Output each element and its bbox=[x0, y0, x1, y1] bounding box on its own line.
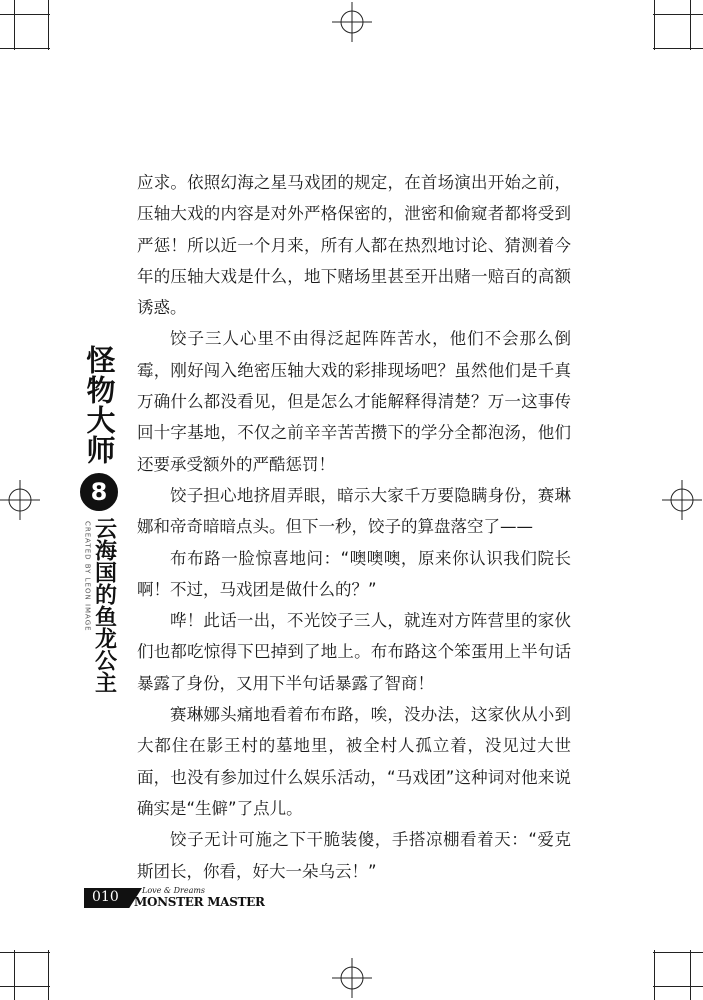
body-text bbox=[137, 167, 571, 887]
credit-line: CREATED BY LEON IMAGE bbox=[83, 521, 92, 632]
footer-tagline: Love & Dreams bbox=[142, 886, 206, 895]
crop-mark bbox=[654, 950, 655, 1000]
crop-mark bbox=[690, 0, 691, 50]
footer-brand: MONSTER MASTER bbox=[134, 895, 265, 909]
paragraph: 哗！此话一出，不光饺子三人，就连对方阵营里的家伙们也都吃惊得下巴掉到了地上。布布路这个笨蛋用上半句话暴露了身份，又用下半句话暴露了智商！ bbox=[137, 611, 571, 693]
page-footer bbox=[84, 886, 265, 910]
crop-mark bbox=[653, 48, 703, 49]
crop-mark bbox=[653, 986, 703, 987]
registration-mark-left bbox=[0, 480, 40, 520]
crop-mark bbox=[48, 0, 49, 50]
paragraph: 饺子无计可施之下干脆装傻，手搭凉棚看着天：“爱克斯团长，你看，好大一朵乌云！” bbox=[137, 830, 571, 881]
paragraph: 赛琳娜头痛地看着布布路，唉，没办法，这家伙从小到大都住在影王村的墓地里，被全村人孤立着，没见过大世面，也没有参加过什么娱乐活动，“马戏团”这种词对他来说确实是“生僻”了点儿。 bbox=[137, 705, 571, 818]
crop-mark bbox=[654, 0, 655, 50]
crop-mark bbox=[690, 950, 691, 1000]
registration-mark-bottom bbox=[332, 958, 372, 998]
crop-mark bbox=[653, 952, 703, 953]
crop-mark bbox=[14, 950, 15, 1000]
paragraph: 布布路一脸惊喜地问：“噢噢噢，原来你认识我们院长啊！不过，马戏团是做什么的？” bbox=[137, 548, 571, 599]
registration-mark-right bbox=[662, 480, 702, 520]
volume-badge: 8 bbox=[80, 473, 118, 511]
crop-mark bbox=[653, 14, 703, 15]
registration-mark-top bbox=[332, 2, 372, 42]
paragraph: 饺子担心地挤眉弄眼，暗示大家千万要隐瞒身份，赛琳娜和帝奇暗暗点头。但下一秒，饺子的算盘落空了—— bbox=[137, 485, 571, 537]
crop-mark bbox=[0, 14, 50, 15]
page-number: 010 bbox=[92, 889, 119, 905]
paragraph: 饺子三人心里不由得泛起阵阵苦水，他们不会那么倒霉，刚好闯入绝密压轴大戏的彩排现场吧？虽然他们是千真万确什么都没看见，但是怎么才能解释得清楚？万一这事传回十字基地，不仅之前辛辛苦苦攒下的学分全都泡汤，他们还要承受额外的严酷惩罚！ bbox=[137, 329, 571, 474]
series-title: 怪物大师 bbox=[82, 345, 117, 465]
crop-mark bbox=[0, 986, 50, 987]
crop-mark bbox=[14, 0, 15, 50]
subtitle-group bbox=[84, 517, 115, 693]
paragraph: 应求。依照幻海之星马戏团的规定，在首场演出开始之前，压轴大戏的内容是对外严格保密的，泄密和偷窥者都将受到严惩！所以近一个月来，所有人都在热烈地讨论、猜测着今年的压轴大戏是什么，地下赌场里甚至开出赌一赔百的高额诱惑。 bbox=[137, 173, 571, 318]
book-subtitle: 云海国的鱼龙公主 bbox=[91, 517, 117, 693]
crop-mark bbox=[0, 952, 50, 953]
crop-mark bbox=[48, 950, 49, 1000]
book-title-block bbox=[79, 345, 119, 693]
crop-mark bbox=[0, 48, 50, 49]
